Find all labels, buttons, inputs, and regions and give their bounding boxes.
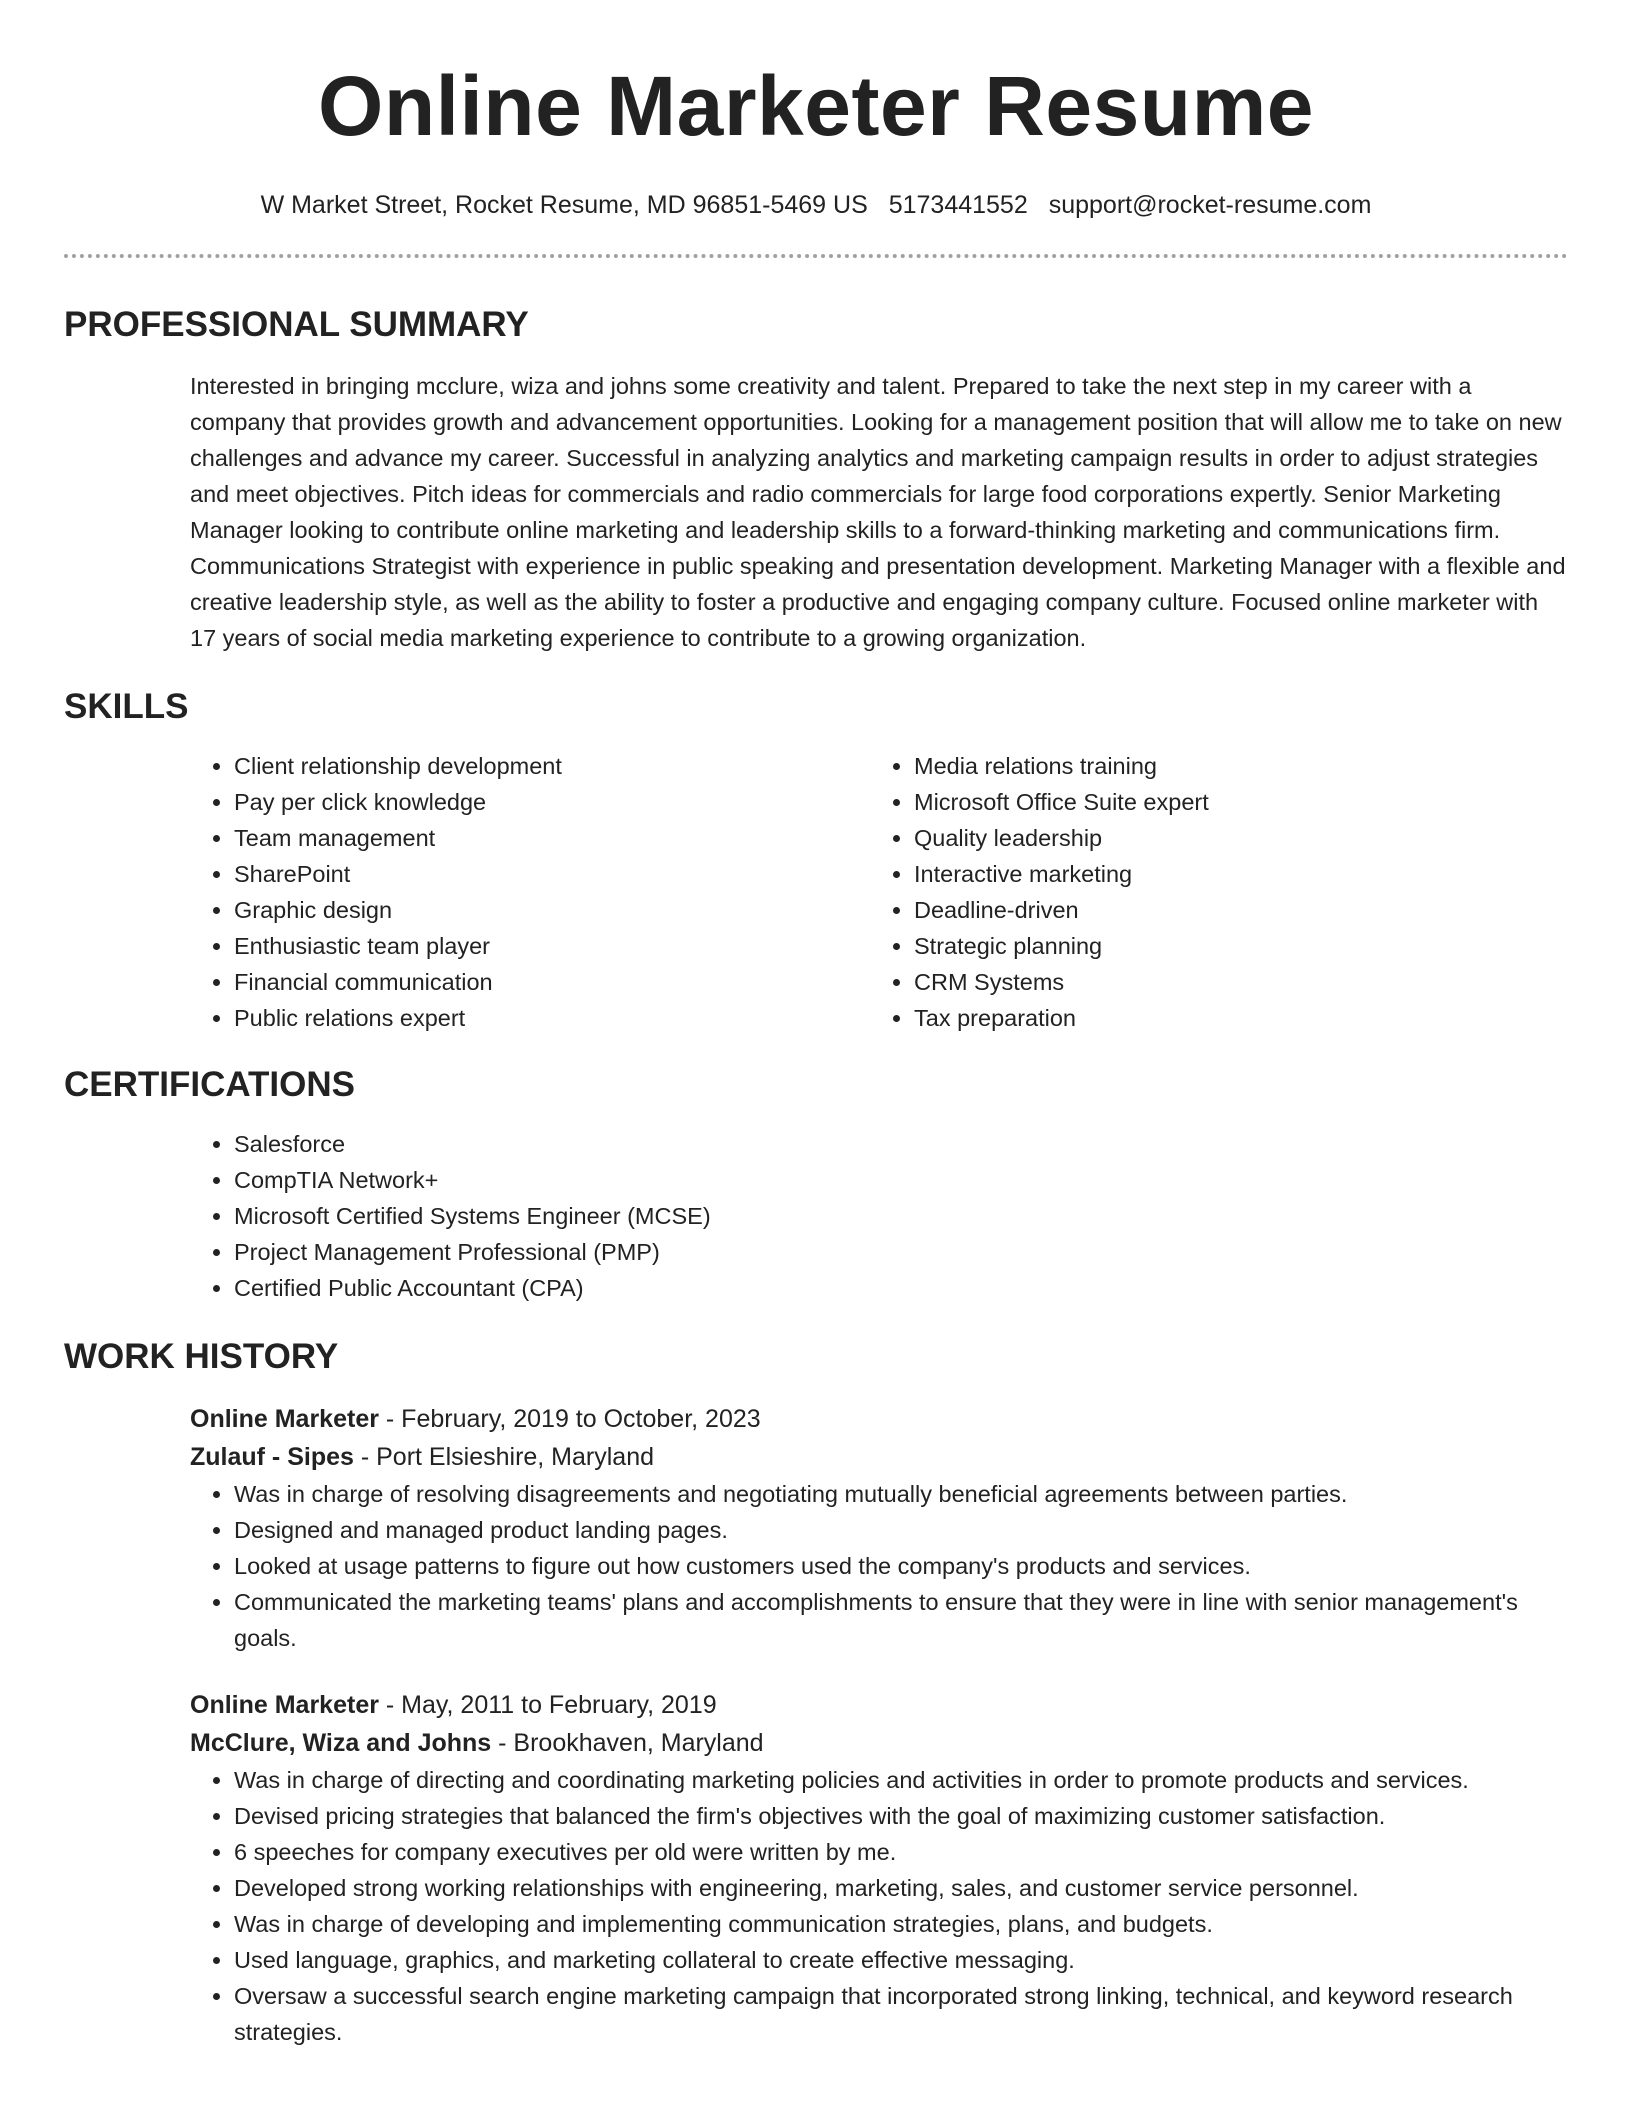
job-dates: - May, 2011 to February, 2019	[378, 1691, 717, 1719]
skill-item: • Enthusiastic team player	[234, 928, 870, 964]
certification-item: • Project Management Professional (PMP)	[234, 1234, 1568, 1270]
job-company: Zulauf - Sipes	[190, 1443, 354, 1471]
job-bullet: • Was in charge of resolving disagreements and negotiating mutually beneficial agreements between parties.	[234, 1476, 1568, 1512]
skill-item: • Team management	[234, 820, 870, 856]
job-bullet: • Designed and managed product landing pages.	[234, 1512, 1568, 1548]
resume-title: Online Marketer Resume	[317, 59, 1315, 153]
job-bullet: • Devised pricing strategies that balanced the firm's objectives with the goal of maximizing customer satisfaction.	[234, 1798, 1568, 1834]
job-bullet: • Used language, graphics, and marketing collateral to create effective messaging.	[234, 1942, 1568, 1978]
job-company-line	[190, 1438, 1568, 1476]
skill-item: • Interactive marketing	[914, 856, 1550, 892]
skill-item: • Deadline-driven	[914, 892, 1550, 928]
contact-phone: 5173441552	[888, 191, 1028, 219]
skill-item: • Financial communication	[234, 964, 870, 1000]
contact-line	[64, 190, 1568, 220]
job-title: Online Marketer	[190, 1691, 379, 1719]
job-bullet: • Developed strong working relationships with engineering, marketing, sales, and customer service personnel.	[234, 1870, 1568, 1906]
skill-item: • Quality leadership	[914, 820, 1550, 856]
skills-column-left	[190, 748, 870, 1036]
job-bullets	[190, 1762, 1568, 2050]
job-title: Online Marketer	[190, 1405, 379, 1433]
skill-item: • CRM Systems	[914, 964, 1550, 1000]
section-title-skills: SKILLS	[64, 687, 189, 726]
job-bullet: • 6 speeches for company executives per old were written by me.	[234, 1834, 1568, 1870]
certification-item: • Salesforce	[234, 1126, 1568, 1162]
certifications-list	[190, 1126, 1568, 1306]
job-title-line	[190, 1686, 1568, 1724]
contact-address: W Market Street, Rocket Resume, MD 96851-5469 US	[260, 191, 868, 219]
job-location: - Brookhaven, Maryland	[491, 1729, 764, 1757]
skill-item: • Client relationship development	[234, 748, 870, 784]
job-entry	[190, 1686, 1568, 2050]
skill-item: • Public relations expert	[234, 1000, 870, 1036]
skill-item: • Pay per click knowledge	[234, 784, 870, 820]
section-title-summary: PROFESSIONAL SUMMARY	[64, 305, 529, 344]
job-entry	[190, 1400, 1568, 1656]
job-location: - Port Elsieshire, Maryland	[353, 1443, 655, 1471]
job-bullet: • Communicated the marketing teams' plans and accomplishments to ensure that they were in line with senior management's goals.	[234, 1584, 1568, 1656]
job-company-line	[190, 1724, 1568, 1762]
skill-item: • Media relations training	[914, 748, 1550, 784]
job-bullet: • Looked at usage patterns to figure out how customers used the company's products and services.	[234, 1548, 1568, 1584]
job-bullet: • Was in charge of developing and implementing communication strategies, plans, and budgets.	[234, 1906, 1568, 1942]
skill-item: • Microsoft Office Suite expert	[914, 784, 1550, 820]
skill-item: • Graphic design	[234, 892, 870, 928]
skill-item: • SharePoint	[234, 856, 870, 892]
section-title-work-history: WORK HISTORY	[64, 1337, 339, 1376]
certification-item: • CompTIA Network+	[234, 1162, 1568, 1198]
certification-item: • Microsoft Certified Systems Engineer (MCSE)	[234, 1198, 1568, 1234]
skill-item: • Tax preparation	[914, 1000, 1550, 1036]
certification-item: • Certified Public Accountant (CPA)	[234, 1270, 1568, 1306]
job-dates: - February, 2019 to October, 2023	[378, 1405, 761, 1433]
section-title-certifications: CERTIFICATIONS	[64, 1065, 356, 1104]
contact-email: support@rocket-resume.com	[1048, 191, 1372, 219]
job-bullet: • Was in charge of directing and coordinating marketing policies and activities in order to promote products and services.	[234, 1762, 1568, 1798]
skills-list	[190, 748, 1568, 1036]
job-bullets	[190, 1476, 1568, 1656]
job-title-line	[190, 1400, 1568, 1438]
job-bullet: • Oversaw a successful search engine marketing campaign that incorporated strong linking, technical, and keyword research strategies.	[234, 1978, 1568, 2050]
job-company: McClure, Wiza and Johns	[190, 1729, 492, 1757]
header-divider	[64, 254, 1568, 258]
summary-text: Interested in bringing mcclure, wiza and johns some creativity and talent. Prepared to take the next step in my career with a company that provides growth and advancement opportunities. Looking for a management position that will allow me to take on new challenges and advance my career. Successful in analyzing analytics and marketing campaign results in order to adjust strategies and meet objectives. Pitch ideas for commercials and radio commercials for large food corporations expertly. Senior Marketing Manager looking to contribute online marketing and leadership skills to a forward-thinking marketing and communications firm. Communications Strategist with experience in public speaking and presentation development. Marketing Manager with a flexible and creative leadership style, as well as the ability to foster a productive and engaging company culture. Focused online marketer with 17 years of social media marketing experience to contribute to a growing organization.	[190, 373, 1566, 651]
skill-item: • Strategic planning	[914, 928, 1550, 964]
skills-column-right	[870, 748, 1550, 1036]
